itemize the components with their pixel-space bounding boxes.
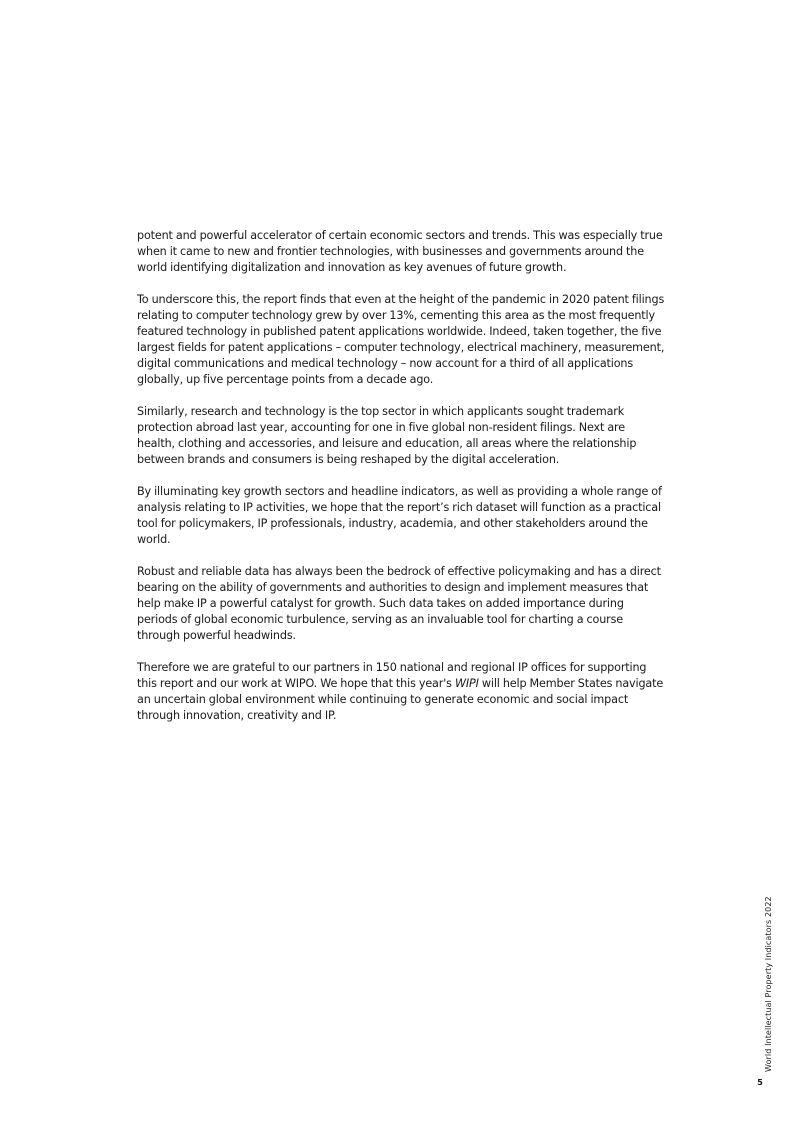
paragraph-5: Robust and reliable data has always been the bedrock of effective policymaking and has a direct bearing on the ability of governments and authorities to design and implement measures that help make IP a powerful catalyst for growth. Such data takes on added importance during periods of global economic turbulence, serving as an invaluable tool for charting a course through powerful headwinds.: [137, 565, 661, 642]
paragraph-6-text-before: Therefore we are grateful to our partners in 150 national and regional IP offices for supporting this report and our work at WIPO. We hope that this year's: [137, 661, 647, 690]
paragraph-2: To underscore this, the report finds that even at the height of the pandemic in 2020 patent filings relating to computer technology grew by over 13%, cementing this area as the most frequently featured technology in published patent applications worldwide. Indeed, taken together, the five largest fields for patent applications – computer technology, electrical machinery, measurement, digital communications and medical technology – now account for a third of all applications globally, up five percentage points from a decade ago.: [137, 293, 665, 386]
running-title: World Intellectual Property Indicators 2022: [764, 896, 773, 1072]
publication-abbreviation: WIPI: [454, 677, 479, 690]
running-title-container: [754, 896, 773, 1072]
body-text: [137, 228, 665, 740]
paragraph-4: By illuminating key growth sectors and headline indicators, as well as providing a whole range of analysis relating to IP activities, we hope that the report’s rich dataset will function as a practical tool for policymakers, IP professionals, industry, academia, and other stakeholders around the world.: [137, 485, 662, 546]
page-number: 5: [757, 1078, 763, 1087]
paragraph-6: [137, 660, 665, 724]
paragraph-6-text-after: will help Member States navigate an uncertain global environment while continuing to generate economic and social impact through innovation, creativity and IP.: [137, 677, 664, 722]
paragraph-1: potent and powerful accelerator of certain economic sectors and trends. This was especially true when it came to new and frontier technologies, with businesses and governments around the world identifying digitalization and innovation as key avenues of future growth.: [137, 229, 663, 274]
paragraph-3: Similarly, research and technology is the top sector in which applicants sought trademark protection abroad last year, accounting for one in five global non-resident filings. Next are health, clothing and accessories, and leisure and education, all areas where the relationship between brands and consumers is being reshaped by the digital acceleration.: [137, 405, 637, 466]
